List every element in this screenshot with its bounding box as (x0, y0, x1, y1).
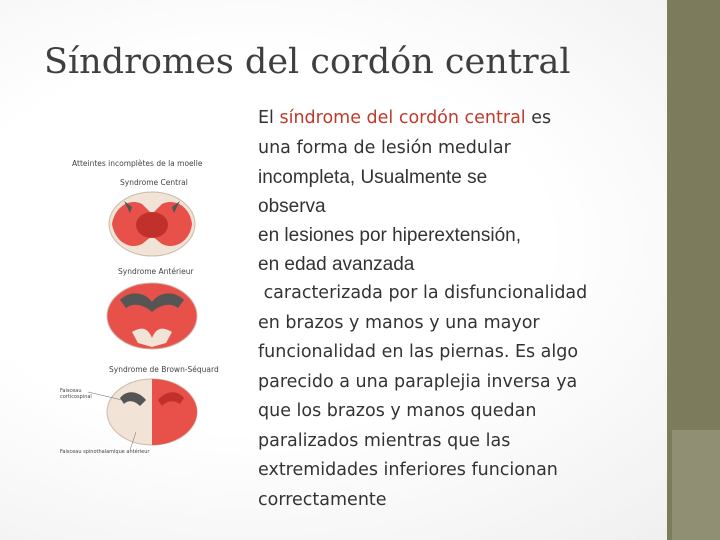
body-line-3: incompleta, Usualmente se (258, 167, 488, 188)
cord-anterior-syndrome (107, 283, 197, 349)
figure-heading: Atteintes incomplètes de la moelle (72, 159, 203, 168)
slide-title: Síndromes del cordón central (44, 42, 571, 82)
cord-brown-sequard (88, 379, 197, 450)
body-line-9: funcionalidad en las piernas. Es algo (258, 342, 579, 362)
sidebar-accent-block (672, 430, 720, 540)
body-line-13: extremidades inferiores funcionan (258, 460, 558, 480)
body-line-6: en edad avanzada (258, 254, 415, 275)
spinal-cord-figure (60, 150, 260, 470)
label-corticospinal: Faisceau corticospinal (60, 388, 92, 400)
label-brown-sequard: Syndrome de Brown-Séquard (109, 365, 219, 374)
body-line-11: que los brazos y manos quedan (258, 401, 537, 421)
highlight-term: síndrome del cordón central (279, 108, 526, 128)
body-line-14: correctamente (258, 489, 387, 510)
body-line-2: una forma de lesión medular (258, 137, 511, 158)
body-line-12: paralizados mientras que las (258, 430, 511, 451)
label-anterior: Syndrome Antérieur (118, 267, 194, 276)
slide-body (258, 104, 668, 515)
label-central: Syndrome Central (120, 178, 188, 187)
body-line-7: caracterizada por la disfuncionalidad (258, 283, 588, 303)
body-line-4: observa (258, 196, 326, 217)
body-line-5: en lesiones por hiperextensión, (258, 225, 522, 246)
body-line-8: en brazos y manos y una mayor (258, 312, 540, 333)
body-line-1: El síndrome del cordón central es (258, 108, 552, 128)
label-spinothalamic: Faisceau spinothalamique antérieur (60, 449, 150, 455)
body-line-10: parecido a una paraplejia inversa ya (258, 371, 578, 392)
cord-central-syndrome (109, 192, 195, 256)
